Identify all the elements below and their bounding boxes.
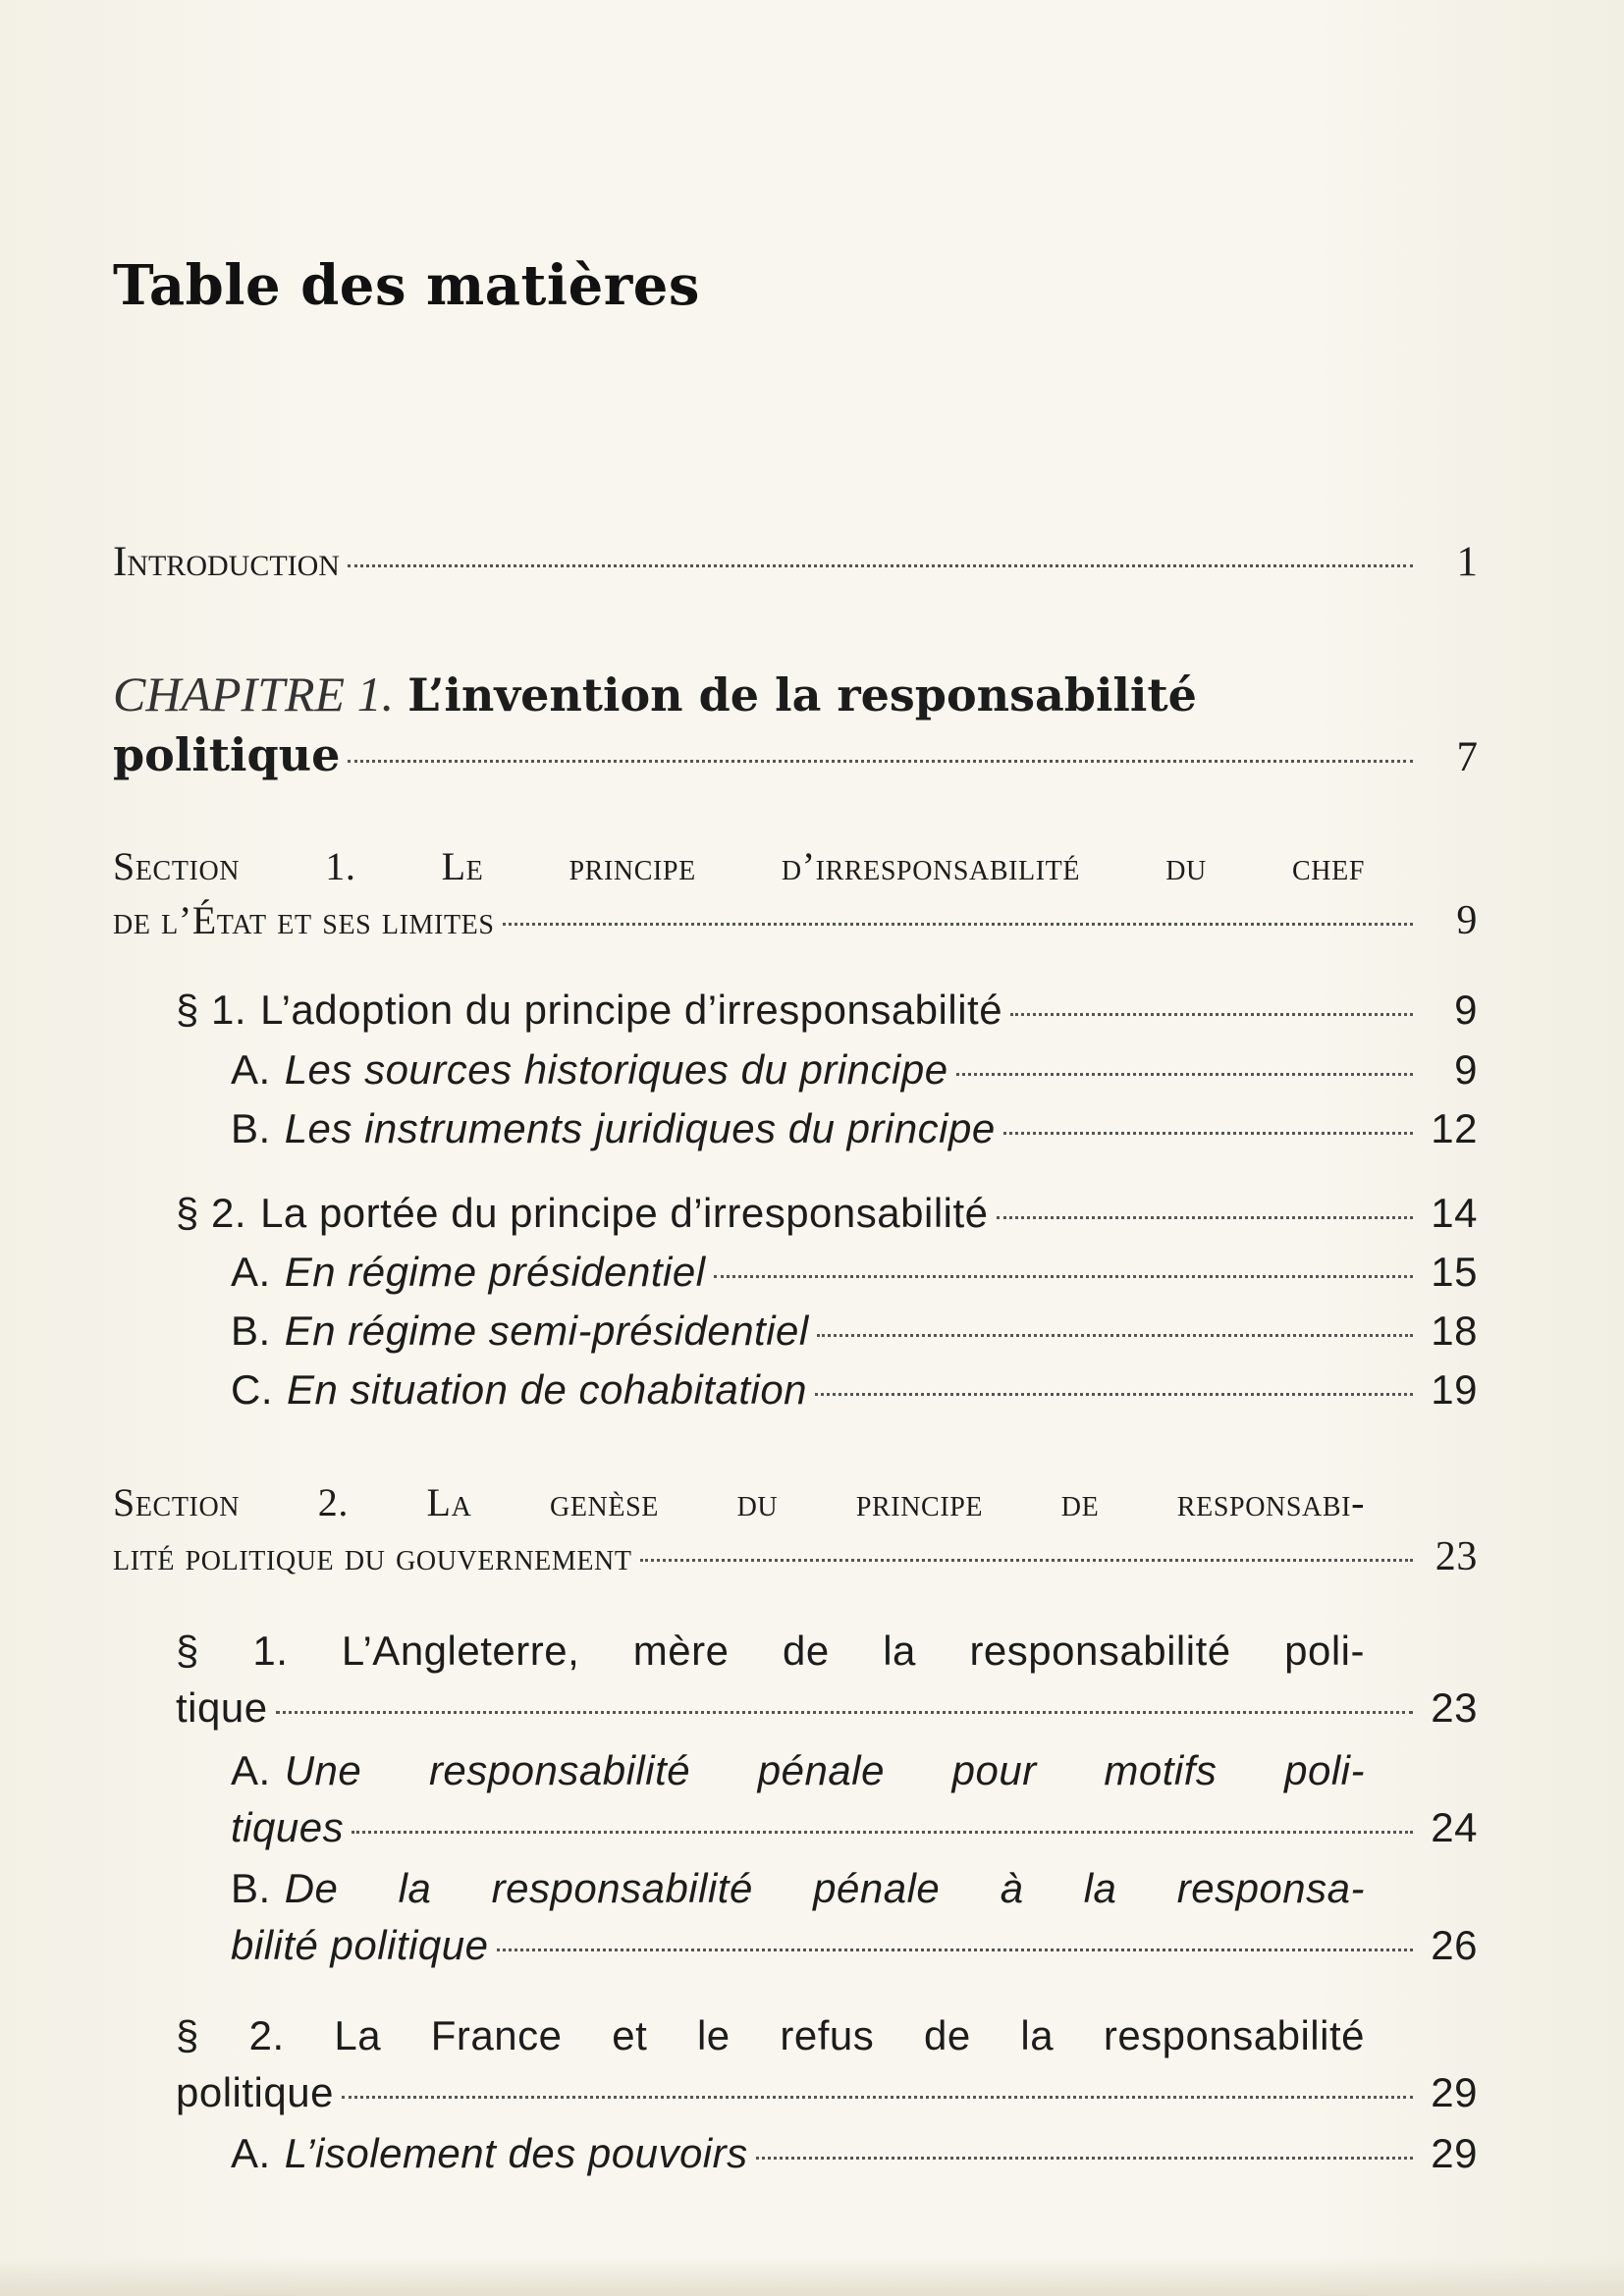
paragraph-title: La portée du principe d’irresponsabilité — [260, 1190, 989, 1236]
subentry-letter: A. — [231, 1249, 271, 1295]
page-number: 24 — [1431, 1804, 1478, 1850]
subentry-title: L’isolement des pouvoirs — [284, 2130, 748, 2176]
dot-leader — [503, 923, 1413, 926]
chapter-label: CHAPITRE 1. — [113, 667, 395, 721]
subentry-letter: A. — [231, 1747, 271, 1793]
paragraph-title-line2: tique — [176, 1684, 268, 1731]
paragraph-title: L’adoption du principe d’irresponsabilité — [260, 987, 1003, 1033]
subentry-title-line2: bilité politique — [231, 1922, 489, 1968]
chapter-title-line1: L’invention de la responsabilité — [407, 668, 1197, 721]
page-number: 29 — [1431, 2069, 1478, 2115]
entry-label: Introduction — [113, 539, 340, 585]
subentry-letter: B. — [231, 1105, 271, 1151]
dot-leader — [956, 1073, 1413, 1076]
section-title-line2: lité politique du gouvernement — [113, 1534, 632, 1578]
page-number: 29 — [1431, 2130, 1478, 2176]
dot-leader — [276, 1711, 1413, 1714]
chapter-title-line2: politique — [113, 728, 341, 781]
subentry-letter: A. — [231, 2130, 271, 2176]
paragraph-number: § 2. — [176, 1190, 247, 1236]
dot-leader — [348, 760, 1413, 763]
page-number: 9 — [1456, 898, 1478, 943]
toc-entry-s1-p1[interactable] — [113, 987, 1478, 1034]
subentry-title: En situation de cohabitation — [287, 1366, 808, 1413]
toc-entry-introduction[interactable] — [113, 538, 1478, 586]
dot-leader — [497, 1949, 1413, 1951]
subentry-title: En régime semi-présidentiel — [284, 1308, 809, 1354]
paragraph-title-line1: § 1. L’Angleterre, mère de la responsabilité poli- — [176, 1628, 1365, 1674]
section-title-line1: Section 2. La genèse du principe de responsabi- — [113, 1480, 1365, 1524]
toc-entry-s1-p1-b[interactable] — [113, 1105, 1478, 1152]
toc-entry-chapter-1[interactable] — [113, 666, 1478, 781]
paragraph-title-line1: § 2. La France et le refus de la responsabilité — [176, 2012, 1365, 2058]
dot-leader — [756, 2157, 1413, 2160]
page-number: 15 — [1431, 1249, 1478, 1295]
toc-entry-s1-p2-a[interactable] — [113, 1249, 1478, 1296]
toc-entry-section-2[interactable] — [113, 1478, 1478, 1580]
subentry-letter: B. — [231, 1308, 271, 1354]
subentry-title: Les instruments juridiques du principe — [284, 1105, 996, 1151]
page-number: 12 — [1431, 1105, 1478, 1151]
dot-leader — [815, 1393, 1413, 1396]
page-number: 9 — [1454, 987, 1478, 1033]
toc-entry-section-1[interactable] — [113, 842, 1478, 944]
page-number: 14 — [1431, 1190, 1478, 1236]
toc-entry-s2-p1-a[interactable] — [113, 1747, 1478, 1851]
subentry-title-line2: tiques — [231, 1804, 345, 1850]
subentry-letter: A. — [231, 1046, 271, 1093]
dot-leader — [352, 1831, 1413, 1834]
subentry-title-line1: De la responsabilité pénale à la responsa- — [284, 1865, 1365, 1911]
section-title-line2: de l’État et ses limites — [113, 898, 495, 942]
page-number: 23 — [1435, 1534, 1478, 1579]
toc-entry-s1-p2[interactable] — [113, 1190, 1478, 1237]
toc-entry-s2-p1[interactable] — [113, 1628, 1478, 1732]
toc-entry-s1-p1-a[interactable] — [113, 1046, 1478, 1094]
toc-entry-s1-p2-b[interactable] — [113, 1308, 1478, 1355]
subentry-title: Les sources historiques du principe — [284, 1046, 948, 1093]
dot-leader — [348, 564, 1413, 567]
toc-entry-s2-p2[interactable] — [113, 2012, 1478, 2116]
dot-leader — [640, 1559, 1413, 1562]
dot-leader — [342, 2096, 1413, 2099]
dot-leader — [997, 1216, 1413, 1219]
page-number: 18 — [1431, 1308, 1478, 1354]
page-number: 19 — [1431, 1366, 1478, 1413]
subentry-letter: B. — [231, 1865, 271, 1911]
page-title: Table des matières — [113, 253, 700, 318]
page-number: 7 — [1456, 734, 1478, 780]
dot-leader — [714, 1275, 1413, 1278]
dot-leader — [1003, 1132, 1413, 1135]
subentry-title-line1: Une responsabilité pénale pour motifs poli- — [284, 1747, 1365, 1793]
paragraph-title-line2: politique — [176, 2069, 334, 2115]
page-number: 26 — [1431, 1922, 1478, 1968]
subentry-letter: C. — [231, 1366, 273, 1413]
page-edge-shadow — [0, 2257, 1624, 2296]
dot-leader — [817, 1334, 1413, 1337]
page-number: 9 — [1454, 1046, 1478, 1093]
toc-entry-s2-p1-b[interactable] — [113, 1865, 1478, 1969]
page-number: 23 — [1431, 1684, 1478, 1731]
dot-leader — [1010, 1013, 1413, 1016]
section-title-line1: Section 1. Le principe d’irresponsabilité du chef — [113, 844, 1365, 888]
toc-entry-s2-p2-a[interactable] — [113, 2130, 1478, 2177]
subentry-title: En régime présidentiel — [284, 1249, 706, 1295]
toc-entry-s1-p2-c[interactable] — [113, 1366, 1478, 1414]
page-number: 1 — [1456, 539, 1478, 585]
paragraph-number: § 1. — [176, 987, 247, 1033]
